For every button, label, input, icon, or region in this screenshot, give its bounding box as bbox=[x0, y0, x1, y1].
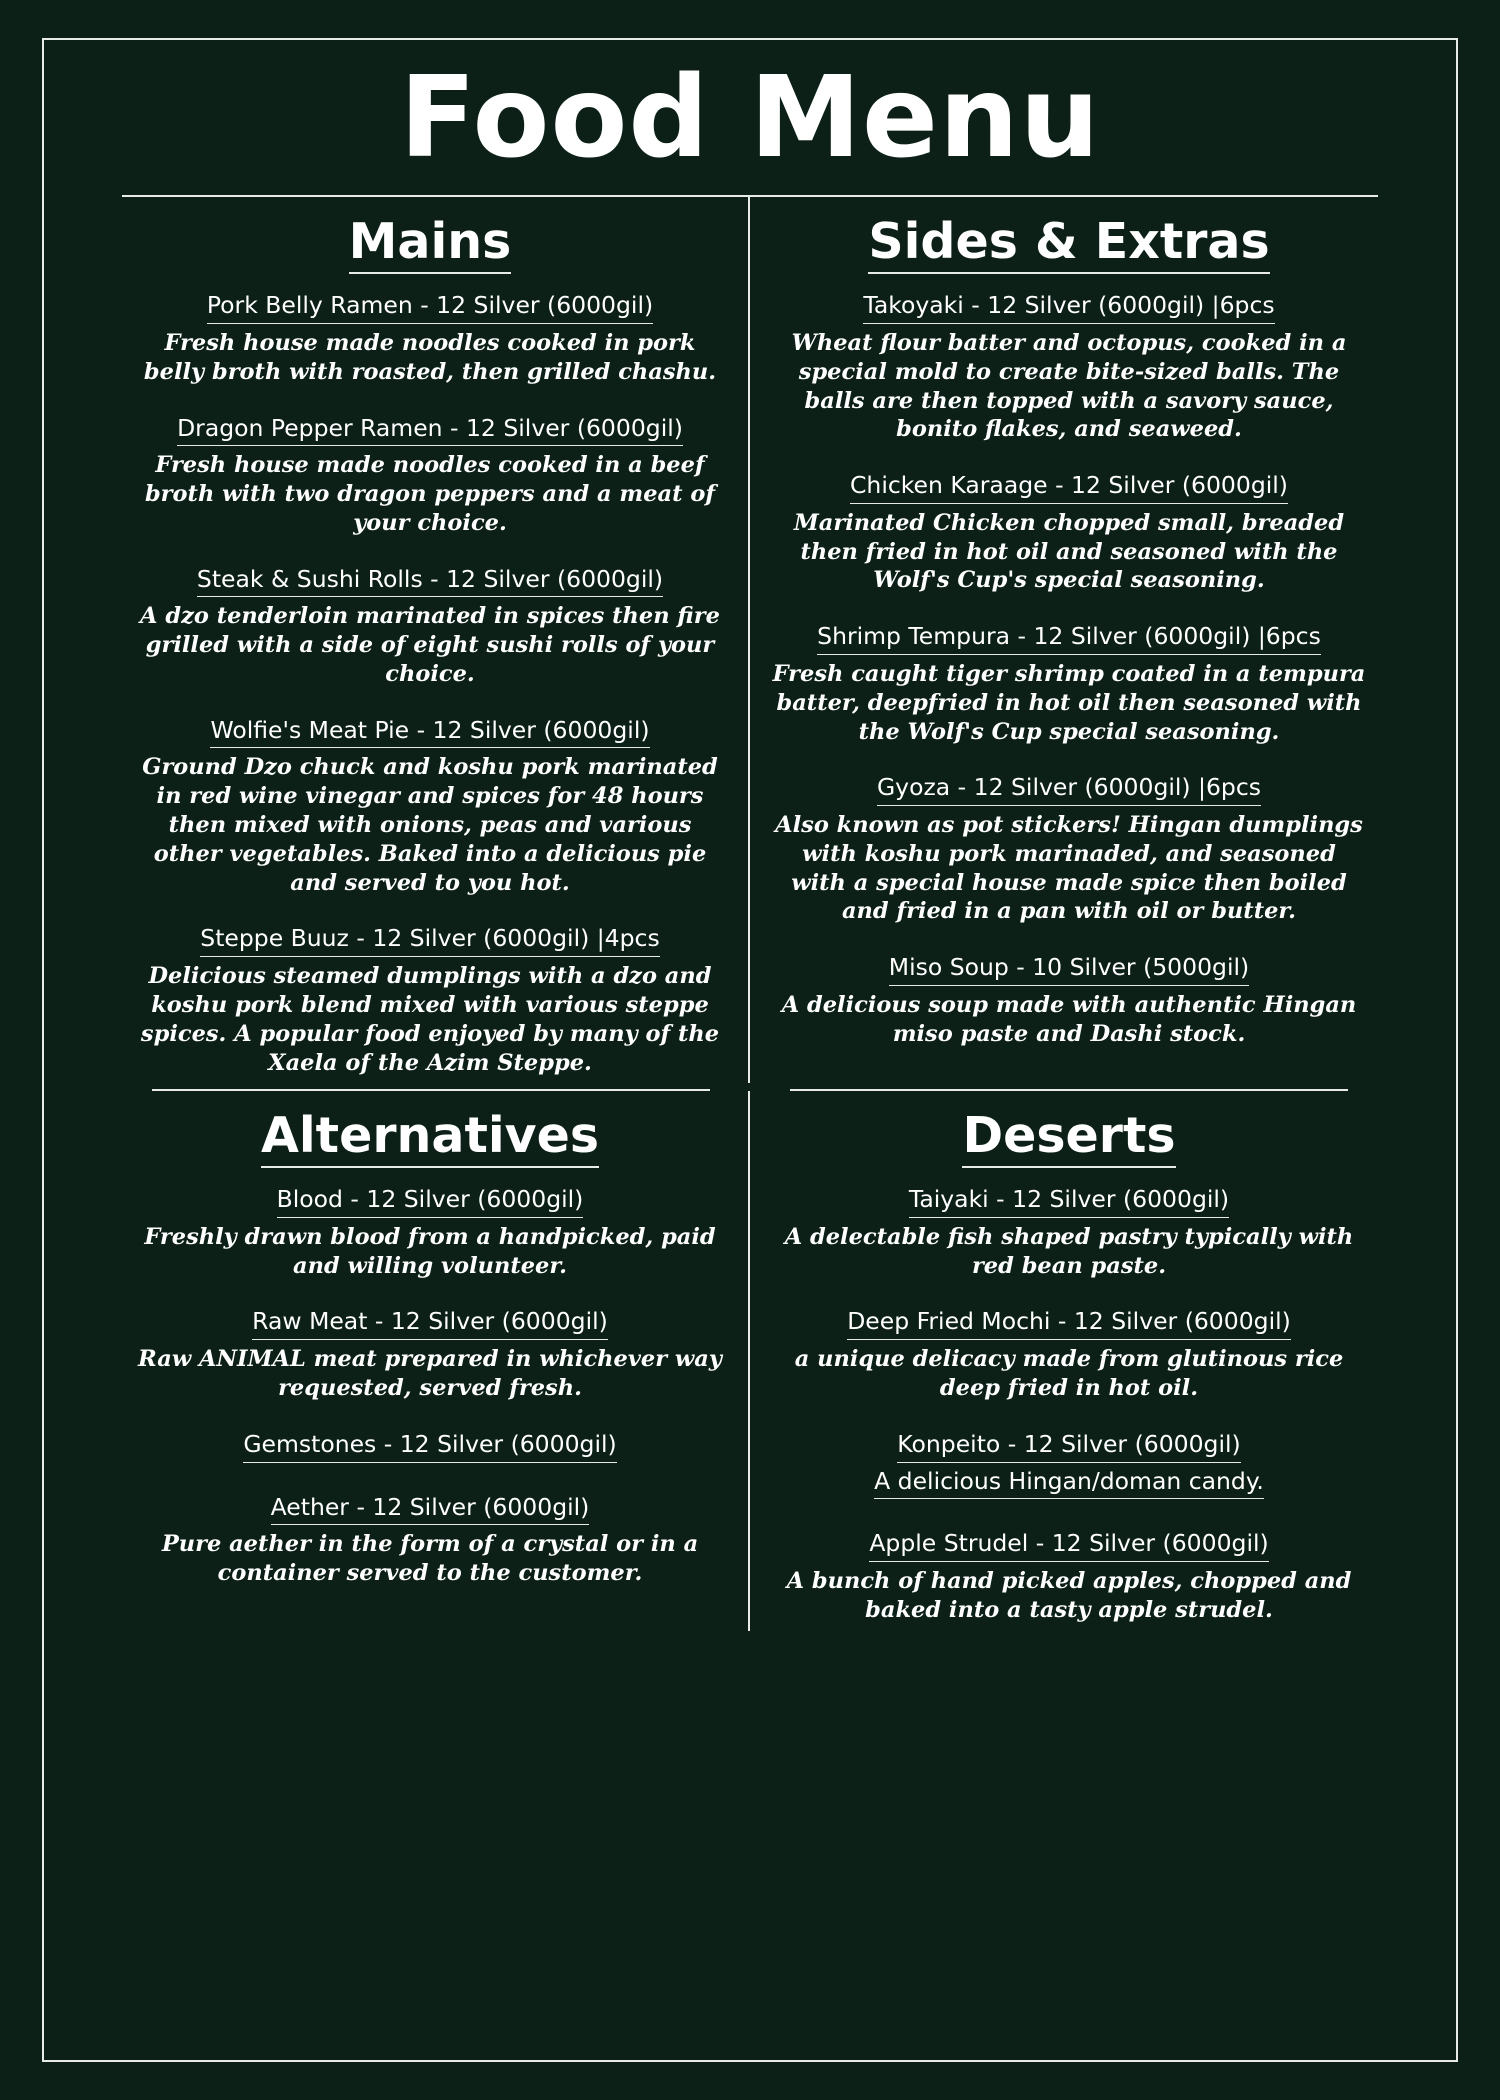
page-title: Food Menu bbox=[399, 53, 1101, 183]
menu-item bbox=[134, 290, 726, 386]
item-name: Blood - 12 Silver (6000gil) bbox=[277, 1184, 584, 1218]
item-description: Fresh house made noodles cooked in pork belly broth with roasted, then grilled chashu. bbox=[143, 329, 717, 385]
section-alternatives bbox=[112, 1091, 750, 1630]
item-description: A dzo tenderloin marinated in spices then fire grilled with a side of eight sushi rolls of your choice. bbox=[140, 603, 720, 687]
menu-item bbox=[772, 290, 1366, 444]
section-heading-mains bbox=[134, 213, 726, 272]
menu-item bbox=[134, 1429, 726, 1466]
item-name: Taiyaki - 12 Silver (6000gil) bbox=[909, 1184, 1229, 1218]
item-name: Steppe Buuz - 12 Silver (6000gil) |4pcs bbox=[200, 923, 659, 957]
menu-item bbox=[772, 1306, 1366, 1402]
mid-divider-right-wrap bbox=[750, 1083, 1388, 1091]
item-description: Raw ANIMAL meat prepared in whichever way requested, served fresh. bbox=[138, 1346, 722, 1401]
item-description: Delicious steamed dumplings with a dzo and koshu pork blend mixed with various steppe spices. A popular food enjoyed by many of the Xaela of the Azim Steppe. bbox=[140, 963, 720, 1076]
item-name: Dragon Pepper Ramen - 12 Silver (6000gil) bbox=[177, 413, 683, 447]
section-heading-alternatives bbox=[134, 1107, 726, 1166]
bottom-columns bbox=[112, 1091, 1388, 1630]
item-description: A delicious soup made with authentic Hingan miso paste and Dashi stock. bbox=[781, 991, 1357, 1047]
item-name: Pork Belly Ramen - 12 Silver (6000gil) bbox=[207, 290, 653, 324]
item-description: A delicious Hingan/doman candy. bbox=[874, 1466, 1264, 1500]
item-name: Steak & Sushi Rolls - 12 Silver (6000gil) bbox=[197, 564, 663, 598]
section-heading-deserts bbox=[772, 1107, 1366, 1166]
item-name: Aether - 12 Silver (6000gil) bbox=[271, 1492, 590, 1526]
menu-item bbox=[134, 1492, 726, 1588]
section-heading-alternatives-label: Alternatives bbox=[261, 1107, 599, 1168]
section-heading-sides-extras bbox=[772, 213, 1366, 272]
menu-content bbox=[42, 53, 1458, 2080]
menu-item bbox=[772, 772, 1366, 926]
menu-item bbox=[772, 1528, 1366, 1624]
item-description: Ground Dzo chuck and koshu pork marinated in red wine vinegar and spices for 48 hours then mixed with onions, peas and various other vegetables. Baked into a delicious pie and served to you hot. bbox=[142, 754, 718, 896]
item-description: A delectable fish shaped pastry typically with red bean paste. bbox=[784, 1223, 1354, 1279]
section-deserts bbox=[750, 1091, 1388, 1630]
item-name: Konpeito - 12 Silver (6000gil) bbox=[897, 1429, 1240, 1463]
item-description: Pure aether in the form of a crystal or in a container served to the customer. bbox=[161, 1531, 699, 1587]
item-name: Raw Meat - 12 Silver (6000gil) bbox=[252, 1306, 608, 1340]
menu-item bbox=[134, 923, 726, 1077]
section-heading-mains-label: Mains bbox=[349, 213, 512, 274]
menu-item bbox=[134, 564, 726, 689]
item-name: Apple Strudel - 12 Silver (6000gil) bbox=[869, 1528, 1268, 1562]
item-name: Deep Fried Mochi - 12 Silver (6000gil) bbox=[847, 1306, 1291, 1340]
item-description: Marinated Chicken chopped small, breaded then fried in hot oil and seasoned with the Wolf's Cup's special seasoning. bbox=[793, 509, 1345, 594]
item-name: Miso Soup - 10 Silver (5000gil) bbox=[889, 952, 1249, 986]
item-name: Takoyaki - 12 Silver (6000gil) |6pcs bbox=[863, 290, 1274, 324]
deserts-item-list bbox=[772, 1184, 1366, 1624]
menu-item bbox=[772, 952, 1366, 1048]
section-sides-extras bbox=[750, 197, 1388, 1083]
item-description: A bunch of hand picked apples, chopped and baked into a tasty apple strudel. bbox=[786, 1567, 1352, 1623]
section-mains bbox=[112, 197, 750, 1083]
sides-item-list bbox=[772, 290, 1366, 1048]
mid-divider-row bbox=[112, 1083, 1388, 1091]
alternatives-item-list bbox=[134, 1184, 726, 1588]
menu-item bbox=[772, 621, 1366, 746]
item-name: Wolfie's Meat Pie - 12 Silver (6000gil) bbox=[210, 715, 649, 749]
item-description: a unique delicacy made from glutinous rice deep fried in hot oil. bbox=[794, 1346, 1344, 1401]
item-name: Gemstones - 12 Silver (6000gil) bbox=[243, 1429, 616, 1463]
section-heading-sides-extras-label: Sides & Extras bbox=[868, 213, 1269, 274]
item-name: Chicken Karaage - 12 Silver (6000gil) bbox=[850, 470, 1288, 504]
mid-divider-left-wrap bbox=[112, 1083, 750, 1091]
item-description: Wheat flour batter and octopus, cooked in a special mold to create bite-sized balls. The balls are then topped with a savory sauce, bonito flakes, and seaweed. bbox=[791, 329, 1347, 443]
menu-item bbox=[772, 1429, 1366, 1502]
menu-item bbox=[134, 413, 726, 538]
item-name: Gyoza - 12 Silver (6000gil) |6pcs bbox=[877, 772, 1261, 806]
menu-item bbox=[134, 715, 726, 898]
menu-item bbox=[772, 1184, 1366, 1280]
top-columns bbox=[112, 197, 1388, 1083]
item-description: Also known as pot stickers! Hingan dumplings with koshu pork marinaded, and seasoned with a special house made spice then boiled and fried in a pan with oil or butter. bbox=[775, 812, 1363, 925]
menu-item bbox=[772, 470, 1366, 595]
item-name: Shrimp Tempura - 12 Silver (6000gil) |6pcs bbox=[817, 621, 1321, 655]
menu-item bbox=[134, 1306, 726, 1402]
item-description: Fresh house made noodles cooked in a beef broth with two dragon peppers and a meat of your choice. bbox=[144, 452, 716, 536]
mains-item-list bbox=[134, 290, 726, 1077]
section-heading-deserts-label: Deserts bbox=[962, 1107, 1175, 1168]
item-description: Fresh caught tiger shrimp coated in a tempura batter, deepfried in hot oil then seasoned with the Wolf's Cup special seasoning. bbox=[772, 660, 1366, 745]
item-description: Freshly drawn blood from a handpicked, paid and willing volunteer. bbox=[144, 1223, 716, 1279]
menu-item bbox=[134, 1184, 726, 1280]
